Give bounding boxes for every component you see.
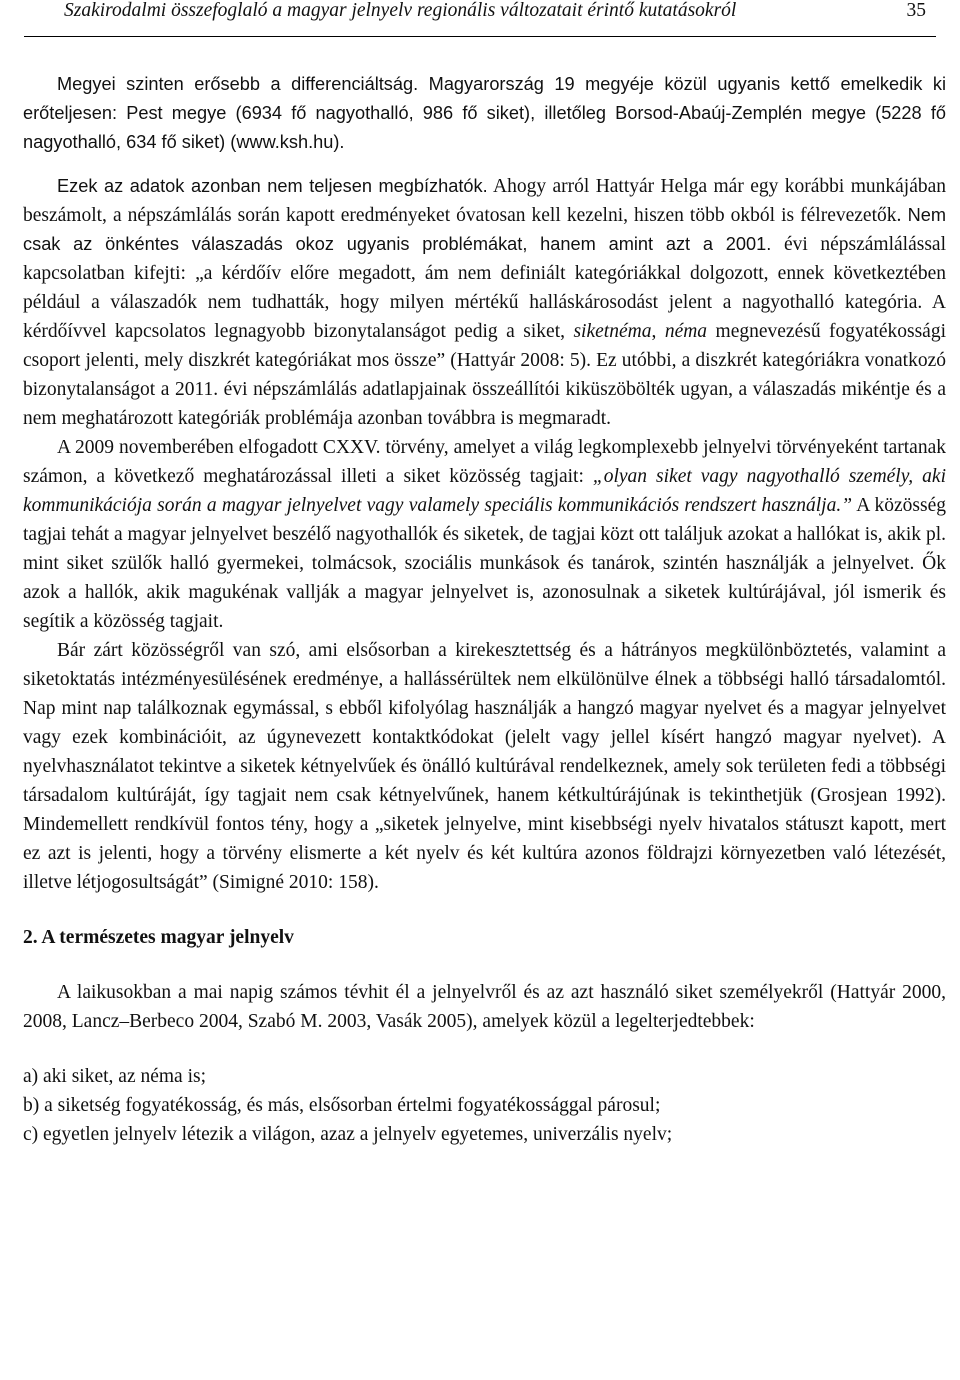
paragraph-5 [23,978,946,1036]
paragraph-4 [23,636,946,897]
paragraph-2-quote: évi népszámlálással kapcsolatban kifejti: „a kérdőív előre megadott, ám nem definiált kategóriákkal dolgozott, ennek következtében például a válaszadók nem tudhatták, hogy milyen mértékű halláskárosodást jelent a nagyothalló kategória. [23,234,946,313]
misconceptions-list [23,1062,946,1149]
running-header [24,0,936,37]
paragraph-3 [23,433,946,636]
page-number: 35 [906,0,926,21]
paragraph-2-sentence-2: Ahogy arról Hattyár Helga már egy korábbi munkájában beszámolt, a népszámlálás során kapott eredményeket óvatosan kell kezelni, hiszen több okból is félrevezetők. [23,176,947,226]
section-heading: 2. A természetes magyar jelnyelv [23,927,294,948]
list-item: b) a siketség fogyatékosság, és más, elsősorban értelmi fogyatékossággal párosul; [23,1095,661,1116]
list-item: a) aki siket, az néma is; [23,1066,207,1087]
paragraph-3-text-c: A közösség tagjai tehát a magyar jelnyelvet beszélő nagyothallók és siketek, de tagjai közt ott találjuk azokat a hallókat is, akik pl. mint siket szülők halló gyermekei, tolmácsok, szociális munkások és tanárok, szintén használják a jelnyelvet. Ők azok a hallók, akik magukénak vallják a magyar jelnyelvet is, azonosulnak a siketek kultúrájával, jól ismerik és segítik a közösség tagjait. [23,495,946,632]
paragraph-2-sentence-5: megnevezésű fogyatékossági csoport jelenti, mely diszkrét kategóriákat mos össze” (Hattyár 2008: 5). [23,321,947,371]
paragraph-2-sentence-4: A kérdőívvel kapcsolatos legnagyobb bizonytalanságot pedig a siket, [23,292,946,342]
paragraph-2-sentence-3: Nem csak az önkéntes válaszadás okoz ugyanis problémákat, hanem amint azt a 2001. [23,205,947,254]
paragraph-1-text: Megyei szinten erősebb a differenciáltság. Magyarország 19 megyéje közül ugyanis kettő emelkedik ki erőteljesen: Pest megye (6934 fő nagyothalló, 986 fő siket), illetőleg Borsod-Abaúj-Zemplén megye (5228 fő nagyothalló, 634 fő siket) (www.ksh.hu). [23,74,946,152]
list-item: c) egyetlen jelnyelv létezik a világon, azaz a jelnyelv egyetemes, univerzális nyelv; [23,1124,673,1145]
document-body [23,70,946,1149]
paragraph-5-text: A laikusokban a mai napig számos tévhit él a jelnyelvről és az azt használó siket személyekről (Hattyár 2000, 2008, Lancz–Berbeco 2004, Szabó M. 2003, Vasák 2005), amelyek közül a legelterjedtebbek: [23,982,946,1032]
term-siketnema: siketnéma [573,321,652,342]
paragraph-3-text-a: A 2009 novemberében elfogadott CXXV. törvény, amelyet a világ legkomplexebb jelnyelvi törvényeként tartanak számon, a következő meghatározással illeti a siket közösség tagjait: [23,437,946,487]
paragraph-2-sentence-1: Ezek az adatok azonban nem teljesen megbízhatók. [57,176,488,196]
paragraph-2 [23,172,946,433]
term-nema: néma [664,321,708,342]
paragraph-4-text: Bár zárt közösségről van szó, ami elsősorban a kirekesztettség és a hátrányos megkülönböztetés, valamint a siketoktatás intézményesülésének eredménye, a hallássérültek nem elkülönülve élnek a többségi halló társadalomtól. Nap mint nap találkoznak egymással, s ebből kifolyólag használják a hangzó magyar nyelvet és a magyar jelnyelvet vagy ezek kombinációit, az úgynevezett kontaktkódokat (jelelt vagy jellel kísért hangzó magyar nyelvet). A nyelvhasználatot tekintve a siketek kétnyelvűek és önálló kultúrával rendelkeznek, amely sok területen fedi a többségi társadalom kultúráját, így tagjait nem csak kétnyelvűnek, hanem kétkultúrájúnak is tekinthetjük (Grosjean 1992). Mindemellett rendkívül fontos tény, hogy a „siketek jelnyelve, mint kisebbségi nyelv hivatalos státuszt kapott, mert ez azt is jelenti, hogy a törvény elismerte a két nyelv és két kultúra azonos földrajzi környezetben való létezését, illetve létjogosultságát” (Simigné 2010: 158). [23,640,946,893]
paragraph-2-sentence-6: Ez utóbbi, a diszkrét kategóriákra vonatkozó bizonytalanságot a 2011. évi népszámlálás adatlapjainak összeállítói kiküszöbölték ugyan, a válaszadás mikéntje és a nem meghatározott kategóriák problémája azonban továbbra is megmaradt. [23,350,946,429]
paragraph-1 [23,70,946,157]
law-definition-quote: „olyan siket vagy nagyothalló személy, aki kommunikációja során a magyar jelnyelvet vagy valamely speciális kommunikációs rendszert használja.” [23,466,946,516]
comma: , [651,321,665,342]
header-title: Szakirodalmi összefoglaló a magyar jelnyelv regionális változatait érintő kutatásokról [64,0,737,21]
